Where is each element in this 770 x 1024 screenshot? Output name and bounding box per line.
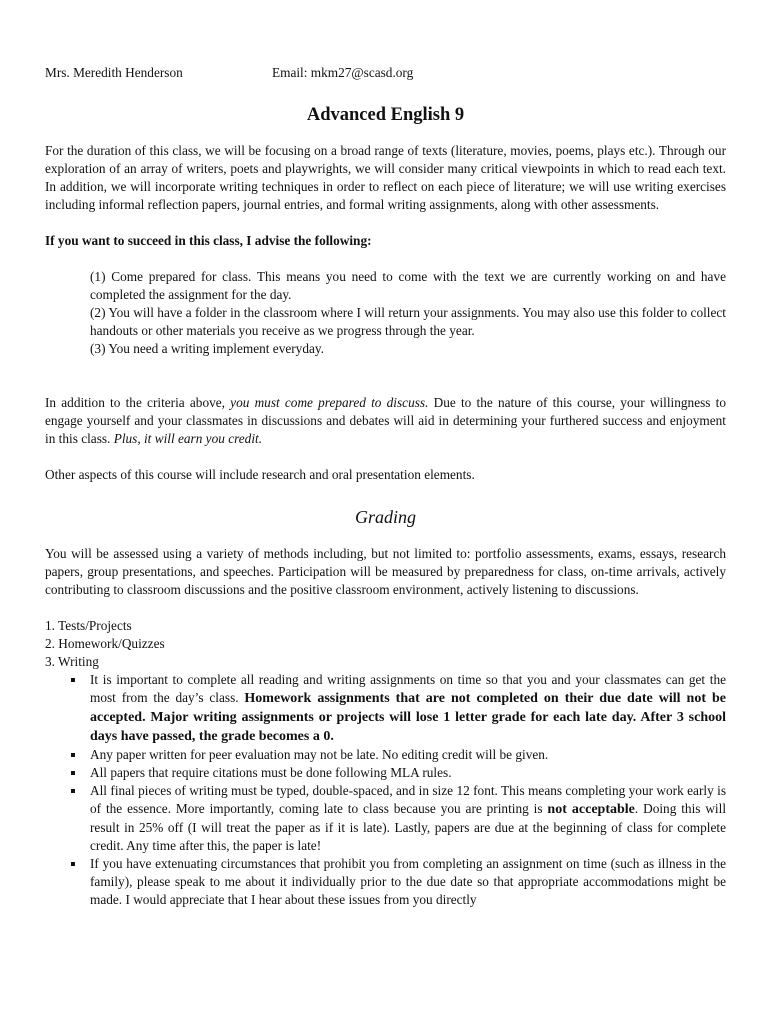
intro-paragraph: For the duration of this class, we will be focusing on a broad range of texts (literature, movies, poems, plays etc.). Through our exploration of an array of writers, poets and playwrights, we will consider many critical viewpoints in which to read each text. In addition, we will incorporate writing techniques in order to reflect on each piece of literature; we will use writing exercises including informal reflection papers, journal entries, and formal writing assignments, along with other assessments. (45, 143, 726, 212)
grading-categories (45, 617, 726, 671)
list-item: All papers that require citations must be done following MLA rules. (90, 764, 726, 782)
discussion-text: Due to the nature of this course, your willingness to engage yourself and your classmates in discussions and debates will aid in determining your furthered success and enjoyment in this class. (45, 395, 726, 446)
teacher-email: Email: mkm27@scasd.org (272, 65, 414, 80)
list-item (90, 782, 726, 855)
advise-item: (2) You will have a folder in the classroom where I will return your assignments. You may also use this folder to collect handouts or other materials you receive as we progress through the year. (90, 305, 726, 338)
advise-item: (1) Come prepared for class. This means you need to come with the text we are currently working on and have completed the assignment for the day. (90, 269, 726, 302)
category-item: 2. Homework/Quizzes (45, 636, 165, 651)
rule-text: All final pieces of writing must be typed, double-spaced, and in size 12 font. This means completing your work early is of the essence. More importantly, coming late to class because you are printing is (90, 783, 726, 816)
writing-rules-list (45, 671, 726, 909)
list-item (90, 671, 726, 746)
course-title: Advanced English 9 (306, 105, 465, 125)
other-aspects-paragraph: Other aspects of this course will include research and oral presentation elements. (45, 467, 475, 482)
advise-item: (3) You need a writing implement everyday. (90, 341, 324, 356)
list-item: If you have extenuating circumstances that prohibit you from completing an assignment on time (such as illness in the family), please speak to me about it individually prior to the due date so that appropriate accommodations might be made. I would appreciate that I hear about these issues from you directly (90, 856, 726, 907)
rule-text: . Doing this will result in 25% off (I will treat the paper as if it is late). Lastly, papers are due at the beginning of class for complete credit. Any time after this, the paper is late! (90, 801, 727, 853)
discussion-emphasis: you must come prepared to discuss. (230, 395, 429, 410)
rule-emphasis: Homework assignments that are not completed on their due date will not be accepted. Major writing assignments or projects will lose 1 letter grade for each late day. After 3 school days have passed, the grade becomes a 0. (90, 691, 727, 744)
discussion-paragraph (45, 394, 726, 448)
grading-heading: Grading (354, 507, 416, 527)
category-item: 1. Tests/Projects (45, 618, 132, 633)
syllabus-page (45, 64, 726, 909)
list-item: Any paper written for peer evaluation may not be late. No editing credit will be given. (90, 746, 726, 764)
rule-emphasis: not acceptable (547, 802, 635, 817)
discussion-emphasis: Plus, it will earn you credit. (113, 431, 263, 446)
assessment-paragraph: You will be assessed using a variety of methods including, but not limited to: portfolio assessments, exams, essays, research papers, group presentations, and speeches. Participation will be measured by preparedness for class, on-time arrivals, actively contributing to classroom discussions and the positive classroom environment, actively listening to discussions. (45, 546, 726, 597)
discussion-text: In addition to the criteria above, (45, 395, 231, 410)
category-item: 3. Writing (45, 654, 99, 669)
advise-heading: If you want to succeed in this class, I advise the following: (45, 233, 372, 248)
teacher-name: Mrs. Meredith Henderson (45, 65, 183, 80)
rule-text: It is important to complete all reading and writing assignments on time so that you and your classmates can get the most from the day’s class. (90, 672, 726, 705)
header-line (45, 64, 726, 82)
advise-list (45, 268, 726, 358)
